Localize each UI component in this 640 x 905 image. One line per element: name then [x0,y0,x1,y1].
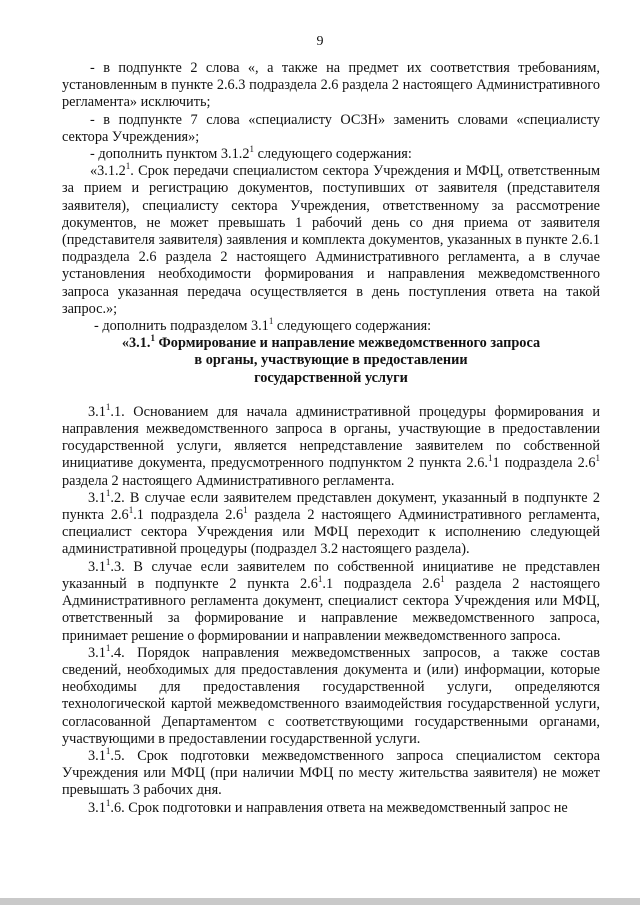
clause-3-1-1-2: $3.1^1.2$. В случае если заявителем представлен документ, указанный в подпункте 2 пункта $2.6^1.1$ подраздела $2.6^1$ раздела 2 настоящего Административного регламента, специалист сектора Учреждения или МФЦ переходит к исполнению следующей административной процедуры (подраздел 3.2 настоящего раздела). [62,487,601,558]
clause-3-1-1-4: $3.1^1.4$. Порядок направления межведомственных запросов, а также состав сведений, необходимых для предоставления документа и (или) информации, которые необходимы для предоставления государственной услуги, определяются технологической картой межведомственного взаимодействия государственной услуги, согласованной Департаментом с соответствующими государственными органами, участвующими в предоставлении государственной услуги. [62,642,600,747]
paragraph-remove-words: - в подпункте 2 слова «, а также на предмет их соответствия требованиям, установленным в пункте 2.6.3 подраздела 2.6 раздела 2 настоящего Административного регламента» исключить; [62,60,600,111]
paragraph-point-3-1-2: «3.1.2$^1$. Срок передачи специалистом сектора Учреждения и МФЦ, ответственным за прием и регистрацию документов, поступивших от заявителя (представителя заявителя), специалисту сектора Учреждения, ответственному за рассмотрение документов, не может превышать 1 рабочий день со дня приема от заявителя (представителя заявителя) заявления и комплекта документов, указанных в пункте 2.6.1 подраздела 2.6 раздела 2 настоящего Административного регламента, а в случае установления необходимости формирования и направления межведомственного запроса указанная передача осуществляется в день поступления ответа на такой запрос.»; [62,161,600,317]
page-number: 9 [316,34,324,49]
section-heading-line-2: в органы, участвующие в предоставлении [194,352,468,369]
spacer [62,387,600,404]
clause-3-1-1-3: $3.1^1.3$. В случае если заявителем по собственной инициативе не представлен указанный в подпункте 2 пункта $2.6^1.1$ подраздела $2.6^1$ раздела 2 настоящего Административного регламента документ, специалист сектора Учреждения или МФЦ, ответственный за формирование и направление межведомственного запроса, принимает решение о формировании и направлении межведомственного запроса. [62,556,600,644]
clause-3-1-1-1: $3.1^1.1$. Основанием для начала административной процедуры формирования и направления межведомственного запроса в органы, участвующие в предоставлении государственной услуги, является непредставление заявителем по собственной инициативе документа, предусмотренного подпунктом 2 пункта 2.6.$^1$1 подраздела $2.6^1$ раздела 2 настоящего Административного регламента. [62,401,600,489]
scan-bottom-edge [0,898,640,905]
paragraph-add-subsection: - дополнить подразделом $3.1^1$ следующего содержания: [94,316,432,335]
section-heading-line-1: «3.1.$^1$ Формирование и направление межведомственного запроса [121,333,541,352]
clause-3-1-1-6: $3.1^1.6$. Срок подготовки и направления ответа на межведомственный запрос не [88,797,568,816]
clause-3-1-1-5: $3.1^1.5$. Срок подготовки межведомственного запроса специалистом сектора Учреждения или МФЦ (при наличии МФЦ по месту жительства заявителя) не может превышать 3 рабочих дня. [62,745,600,799]
section-heading-line-3: государственной услуги [254,369,408,386]
paragraph-replace-words: - в подпункте 7 слова «специалисту ОСЗН» заменить словами «специалисту сектора Учреждения»; [62,111,600,145]
document-body [62,60,600,817]
paragraph-add-point: - дополнить пунктом 3.1.2$^1$ следующего содержания: [90,144,412,163]
